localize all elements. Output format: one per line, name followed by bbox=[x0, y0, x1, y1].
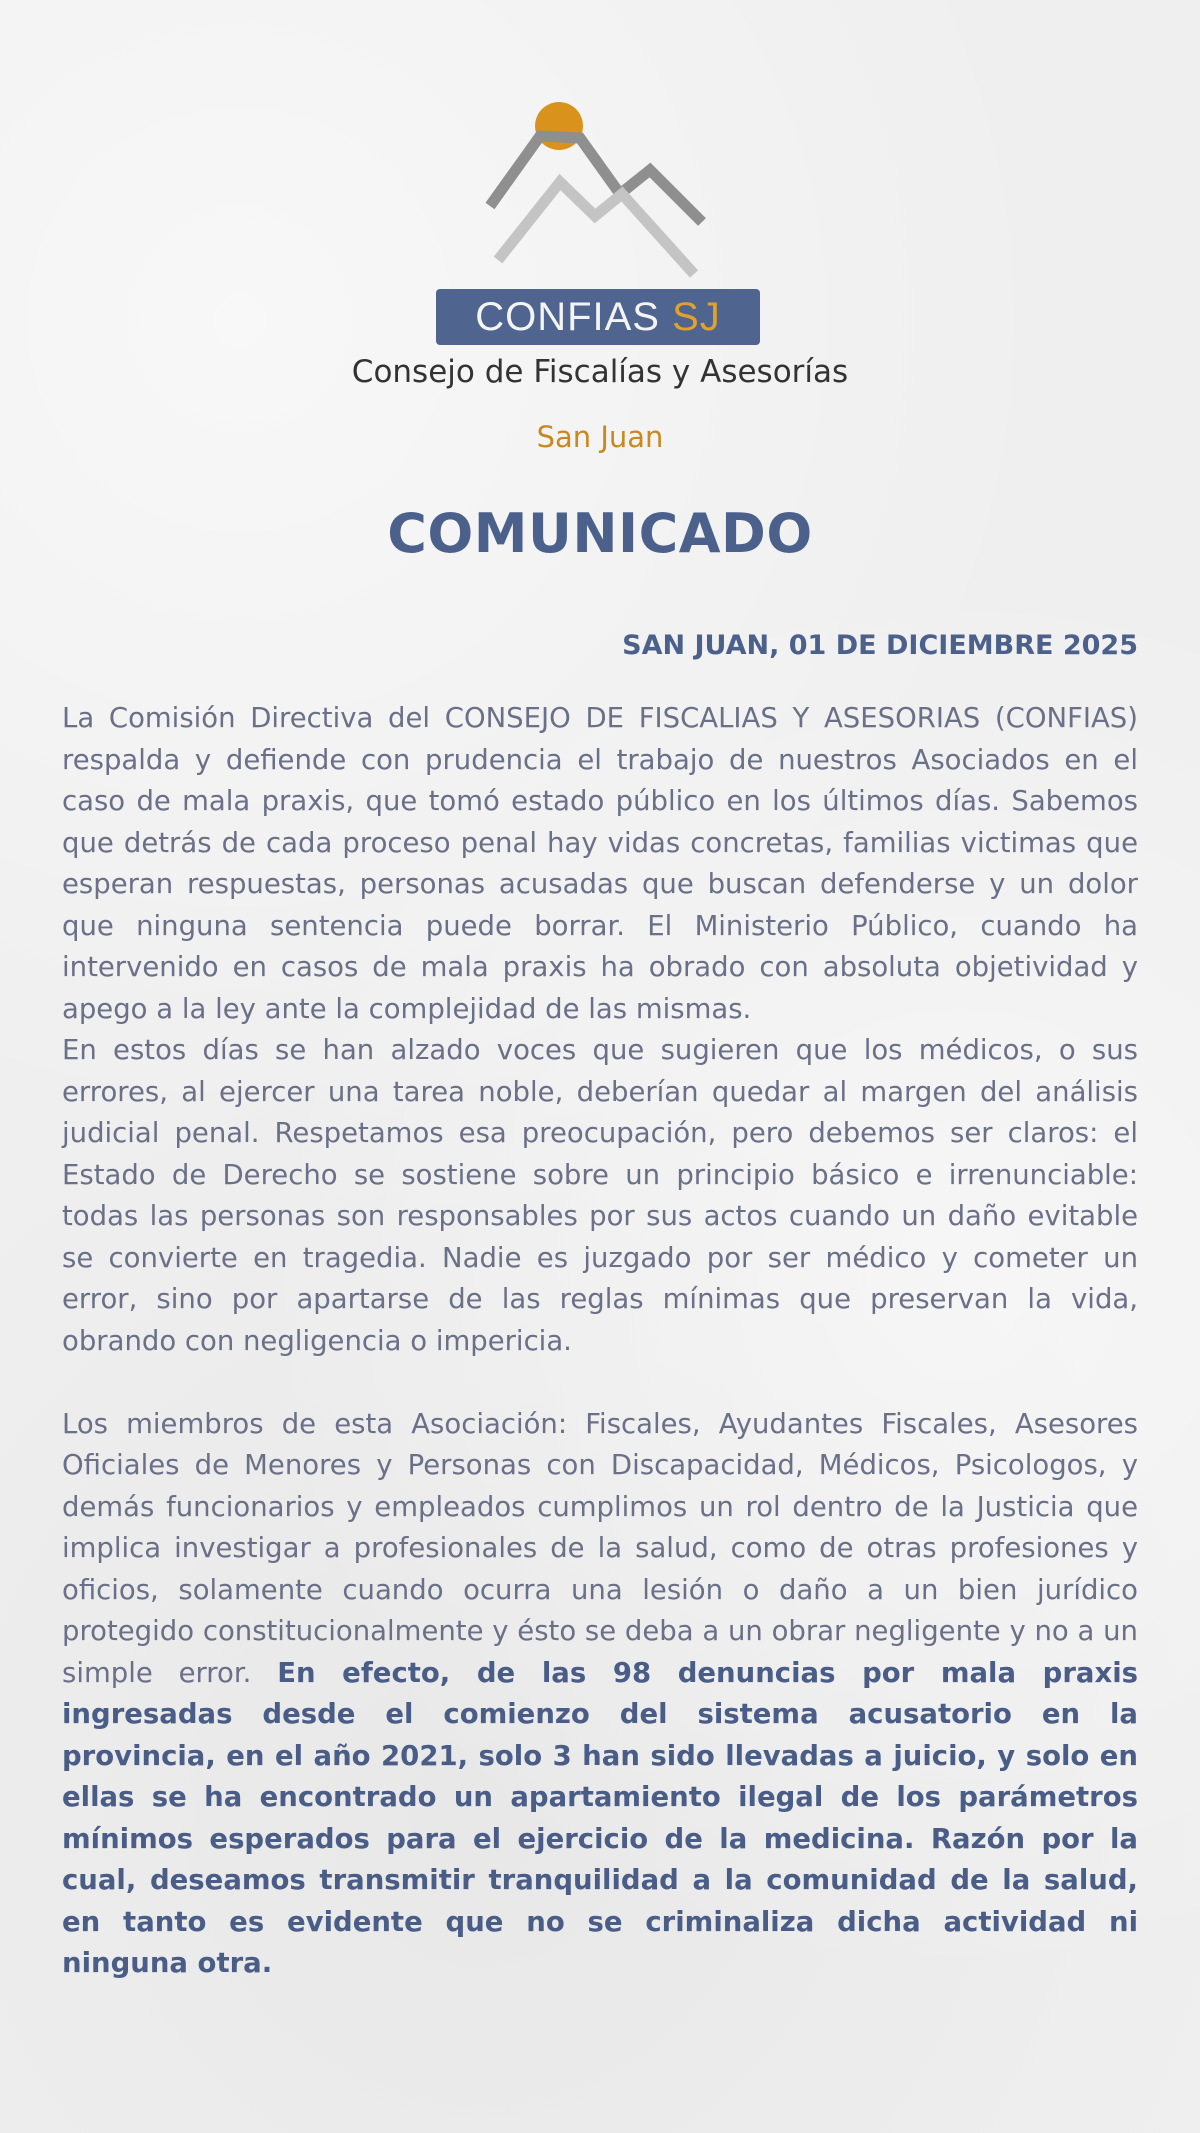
document-date: SAN JUAN, 01 DE DICIEMBRE 2025 bbox=[622, 630, 1138, 661]
brand-name: CONFIAS bbox=[475, 295, 660, 339]
paragraph-1: La Comisión Directiva del CONSEJO DE FISCALIAS Y ASESORIAS (CONFIAS) respalda y defiende con prudencia el trabajo de nuestros Asociados en el caso de mala praxis, que tomó estado público en los últimos días. Sabemos que detrás de cada proceso penal hay vidas concretas, familias victimas que esperan respuestas, personas acusadas que buscan defenderse y un dolor que ninguna sentencia puede borrar. El Ministerio Público, cuando ha intervenido en casos de mala praxis ha obrado con absoluta objetividad y apego a la ley ante la complejidad de las mismas. bbox=[62, 702, 1138, 1025]
mountain-ridge-light-icon bbox=[498, 182, 694, 274]
paragraph-3-emphasis: En efecto, de las 98 denuncias por mala praxis ingresadas desde el comienzo del sistema acusatorio en la provincia, en el año 2021, solo 3 han sido llevadas a juicio, y solo en ellas se ha encontrado un apartamiento ilegal de los parámetros mínimos esperados para el ejercicio de la medicina. Razón por la cual, deseamos transmitir tranquilidad a la comunidad de la salud, en tanto es evidente que no se criminaliza dicha actividad ni ninguna otra. bbox=[62, 1656, 1139, 1979]
paragraph-3-text: Los miembros de esta Asociación: Fiscales, Ayudantes Fiscales, Asesores Oficiales de Menores y Personas con Discapacidad, Médicos, Psicologos, y demás funcionarios y empleados cumplimos un rol dentro de la Justicia que implica investigar a profesionales de la salud, como de otras profesiones y oficios, solamente cuando ocurra una lesión o daño a un bien jurídico protegido constitucionalmente y ésto se deba a un obrar negligente y no a un simple error. bbox=[62, 1407, 1138, 1689]
document-body bbox=[62, 698, 1138, 1985]
organization-city: San Juan bbox=[536, 420, 664, 454]
paragraph-2: En estos días se han alzado voces que sugieren que los médicos, o sus errores, al ejercer una tarea noble, deberían quedar al margen del análisis judicial penal. Respetamos esa preocupación, pero debemos ser claros: el Estado de Derecho se sostiene sobre un principio básico e irrenunciable: todas las personas son responsables por sus actos cuando un daño evitable se convierte en tragedia. Nadie es juzgado por ser médico y cometer un error, sino por apartarse de las reglas mínimas que preservan la vida, obrando con negligencia o impericia. bbox=[62, 1034, 1138, 1357]
document-title: COMUNICADO bbox=[387, 502, 813, 565]
paragraph-3 bbox=[62, 1404, 1138, 1985]
brand-suffix: SJ bbox=[672, 295, 721, 339]
brand-logo-box bbox=[436, 289, 760, 345]
organization-name: Consejo de Fiscalías y Asesorías bbox=[351, 354, 849, 390]
mountain-sun-logo-icon bbox=[480, 98, 720, 288]
